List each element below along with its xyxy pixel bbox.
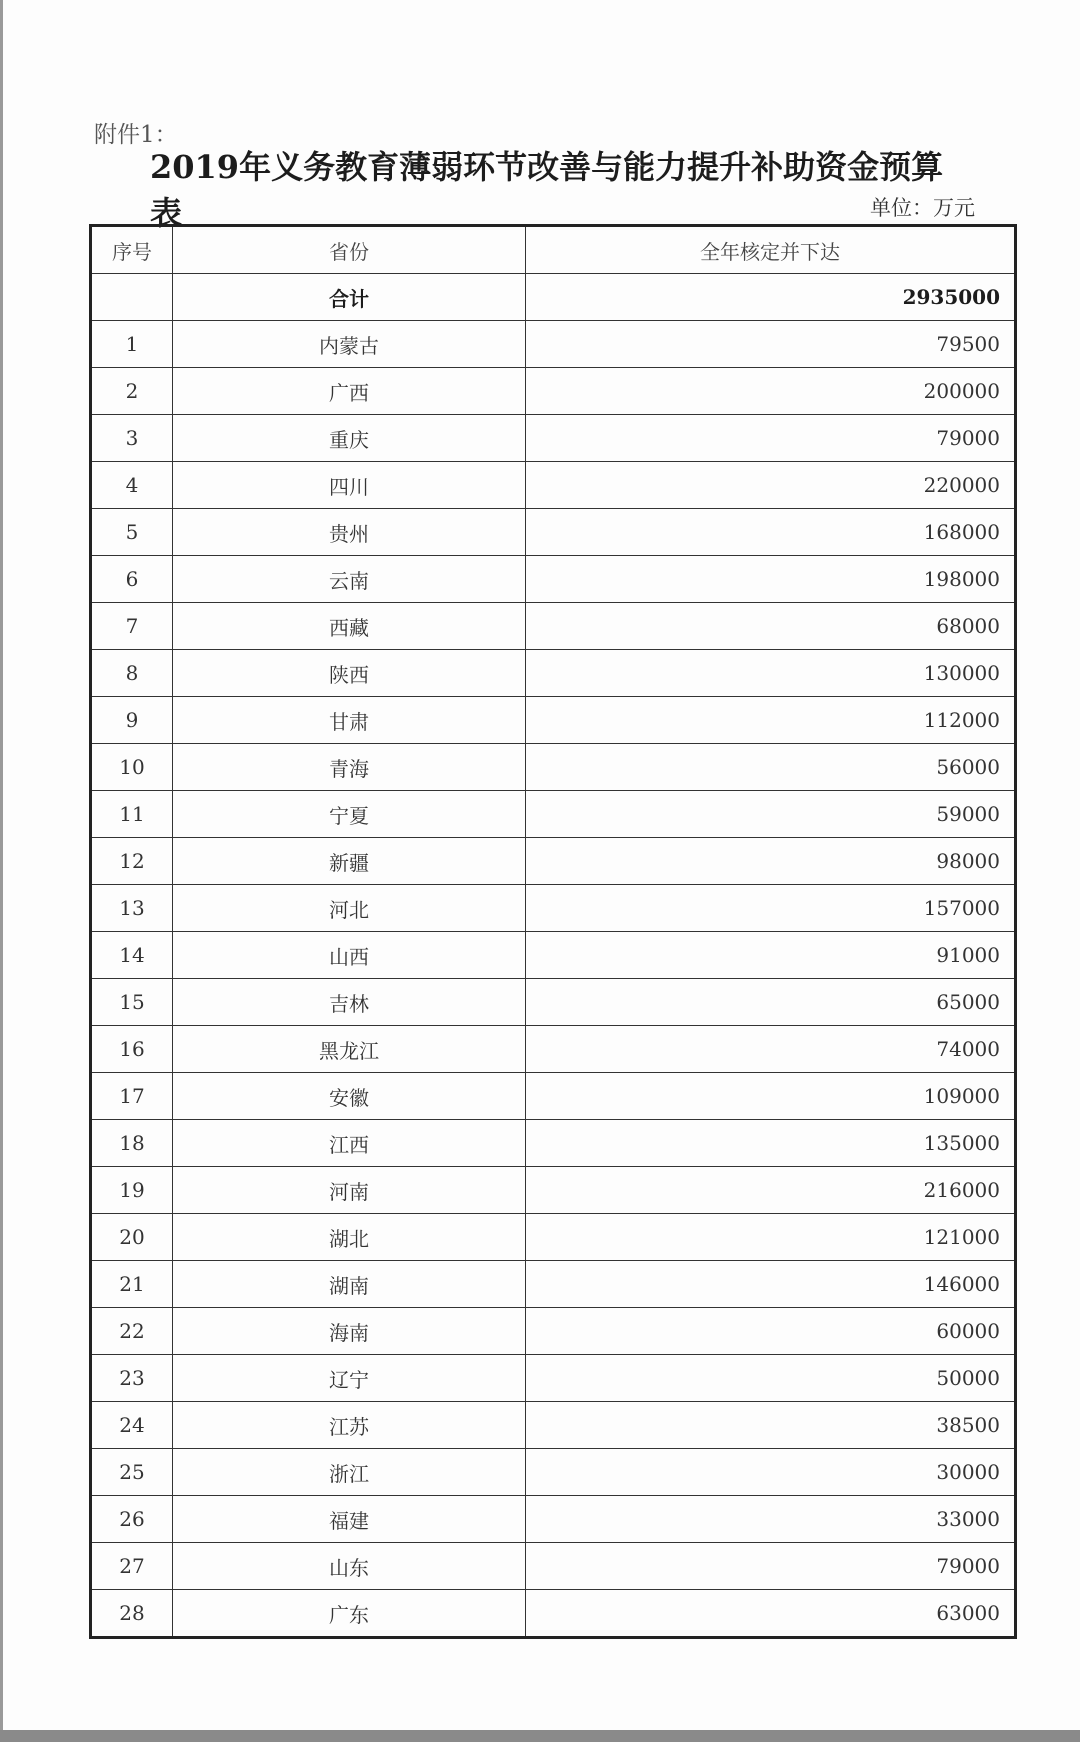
row-no: 10 xyxy=(91,744,173,791)
budget-table xyxy=(89,224,1017,1639)
row-no: 6 xyxy=(91,556,173,603)
row-amount: 198000 xyxy=(526,556,1016,603)
row-province: 江西 xyxy=(173,1120,526,1167)
row-province: 重庆 xyxy=(173,415,526,462)
table-row xyxy=(91,885,1016,932)
row-no: 3 xyxy=(91,415,173,462)
table-row xyxy=(91,1543,1016,1590)
row-amount: 157000 xyxy=(526,885,1016,932)
row-amount: 98000 xyxy=(526,838,1016,885)
table-row xyxy=(91,1120,1016,1167)
row-amount: 65000 xyxy=(526,979,1016,1026)
total-no-cell xyxy=(91,274,173,321)
row-amount: 38500 xyxy=(526,1402,1016,1449)
table-row xyxy=(91,1167,1016,1214)
row-province: 青海 xyxy=(173,744,526,791)
row-province: 浙江 xyxy=(173,1449,526,1496)
row-no: 15 xyxy=(91,979,173,1026)
row-amount: 59000 xyxy=(526,791,1016,838)
table-row xyxy=(91,1026,1016,1073)
table-row xyxy=(91,650,1016,697)
table-row xyxy=(91,603,1016,650)
table-row xyxy=(91,1261,1016,1308)
row-province: 海南 xyxy=(173,1308,526,1355)
row-amount: 146000 xyxy=(526,1261,1016,1308)
row-province: 湖南 xyxy=(173,1261,526,1308)
table-row xyxy=(91,1590,1016,1638)
row-no: 13 xyxy=(91,885,173,932)
row-province: 内蒙古 xyxy=(173,321,526,368)
row-province: 江苏 xyxy=(173,1402,526,1449)
row-amount: 79000 xyxy=(526,415,1016,462)
row-amount: 33000 xyxy=(526,1496,1016,1543)
row-no: 9 xyxy=(91,697,173,744)
row-amount: 109000 xyxy=(526,1073,1016,1120)
attachment-label: 附件1： xyxy=(94,122,178,148)
row-no: 4 xyxy=(91,462,173,509)
table-row xyxy=(91,556,1016,603)
row-amount: 50000 xyxy=(526,1355,1016,1402)
row-amount: 30000 xyxy=(526,1449,1016,1496)
row-province: 贵州 xyxy=(173,509,526,556)
table-row xyxy=(91,838,1016,885)
table-row xyxy=(91,697,1016,744)
table-header-row xyxy=(91,226,1016,274)
table-body xyxy=(91,274,1016,1638)
row-province: 宁夏 xyxy=(173,791,526,838)
table-row xyxy=(91,1449,1016,1496)
row-no: 20 xyxy=(91,1214,173,1261)
table-row xyxy=(91,1073,1016,1120)
row-province: 山东 xyxy=(173,1543,526,1590)
row-province: 新疆 xyxy=(173,838,526,885)
row-province: 安徽 xyxy=(173,1073,526,1120)
row-province: 山西 xyxy=(173,932,526,979)
row-province: 黑龙江 xyxy=(173,1026,526,1073)
table-row xyxy=(91,1355,1016,1402)
row-province: 陕西 xyxy=(173,650,526,697)
row-amount: 79000 xyxy=(526,1543,1016,1590)
table-row xyxy=(91,1402,1016,1449)
row-amount: 216000 xyxy=(526,1167,1016,1214)
table-row xyxy=(91,321,1016,368)
row-no: 8 xyxy=(91,650,173,697)
table-row xyxy=(91,368,1016,415)
header-province: 省份 xyxy=(173,226,526,274)
row-amount: 168000 xyxy=(526,509,1016,556)
document-title: 2019年义务教育薄弱环节改善与能力提升补助资金预算表 xyxy=(150,148,944,232)
row-province: 湖北 xyxy=(173,1214,526,1261)
row-no: 12 xyxy=(91,838,173,885)
unit-label: 单位：万元 xyxy=(870,196,975,220)
row-province: 广西 xyxy=(173,368,526,415)
row-amount: 63000 xyxy=(526,1590,1016,1638)
table-row xyxy=(91,932,1016,979)
row-no: 1 xyxy=(91,321,173,368)
row-amount: 79500 xyxy=(526,321,1016,368)
row-province: 福建 xyxy=(173,1496,526,1543)
row-amount: 220000 xyxy=(526,462,1016,509)
row-no: 28 xyxy=(91,1590,173,1638)
row-amount: 91000 xyxy=(526,932,1016,979)
row-amount: 56000 xyxy=(526,744,1016,791)
total-row xyxy=(91,274,1016,321)
row-province: 广东 xyxy=(173,1590,526,1638)
row-amount: 74000 xyxy=(526,1026,1016,1073)
bottom-bar xyxy=(0,1730,1080,1742)
row-amount: 68000 xyxy=(526,603,1016,650)
row-province: 河南 xyxy=(173,1167,526,1214)
table-row xyxy=(91,1308,1016,1355)
row-province: 云南 xyxy=(173,556,526,603)
table-row xyxy=(91,1496,1016,1543)
row-province: 西藏 xyxy=(173,603,526,650)
table-row xyxy=(91,509,1016,556)
row-no: 2 xyxy=(91,368,173,415)
row-province: 辽宁 xyxy=(173,1355,526,1402)
row-no: 7 xyxy=(91,603,173,650)
page-edge xyxy=(0,0,3,1730)
total-amount: 2935000 xyxy=(526,274,1016,321)
row-province: 四川 xyxy=(173,462,526,509)
row-no: 17 xyxy=(91,1073,173,1120)
row-no: 27 xyxy=(91,1543,173,1590)
total-label: 合计 xyxy=(173,274,526,321)
row-amount: 121000 xyxy=(526,1214,1016,1261)
row-no: 23 xyxy=(91,1355,173,1402)
table-row xyxy=(91,979,1016,1026)
row-no: 21 xyxy=(91,1261,173,1308)
row-no: 19 xyxy=(91,1167,173,1214)
row-no: 11 xyxy=(91,791,173,838)
row-no: 24 xyxy=(91,1402,173,1449)
row-amount: 130000 xyxy=(526,650,1016,697)
table-row xyxy=(91,1214,1016,1261)
row-province: 河北 xyxy=(173,885,526,932)
row-amount: 135000 xyxy=(526,1120,1016,1167)
row-amount: 60000 xyxy=(526,1308,1016,1355)
row-province: 甘肃 xyxy=(173,697,526,744)
table-row xyxy=(91,744,1016,791)
row-no: 26 xyxy=(91,1496,173,1543)
row-no: 18 xyxy=(91,1120,173,1167)
row-no: 25 xyxy=(91,1449,173,1496)
row-no: 16 xyxy=(91,1026,173,1073)
row-no: 22 xyxy=(91,1308,173,1355)
table-row xyxy=(91,462,1016,509)
header-amount: 全年核定并下达 xyxy=(526,226,1016,274)
row-province: 吉林 xyxy=(173,979,526,1026)
header-no: 序号 xyxy=(91,226,173,274)
row-no: 5 xyxy=(91,509,173,556)
row-amount: 112000 xyxy=(526,697,1016,744)
row-amount: 200000 xyxy=(526,368,1016,415)
table-row xyxy=(91,791,1016,838)
row-no: 14 xyxy=(91,932,173,979)
table-row xyxy=(91,415,1016,462)
